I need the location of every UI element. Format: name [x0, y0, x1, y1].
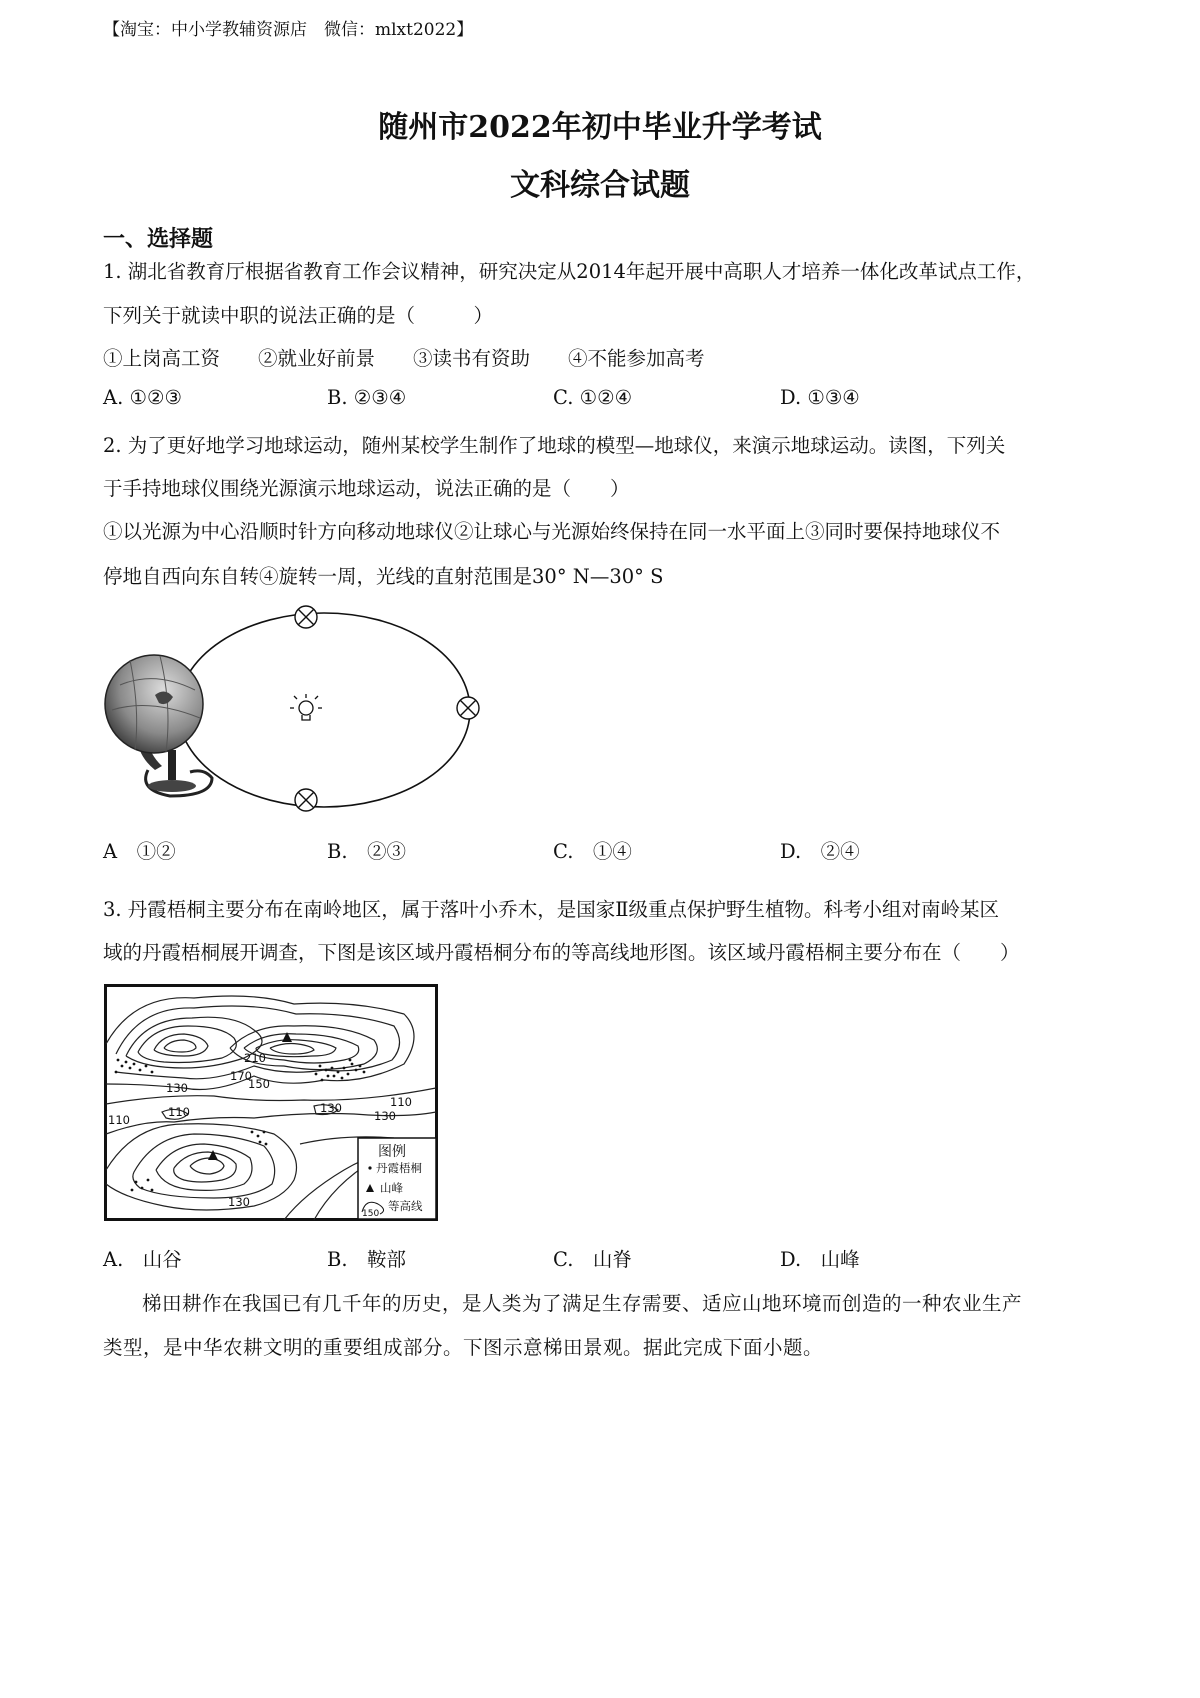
q2-option-b: B. ②③ [327, 840, 407, 863]
q3-option-b: B. 鞍部 [327, 1248, 407, 1271]
section-heading: 一、选择题 [103, 226, 214, 252]
q1-option-d: D. ①③④ [780, 386, 860, 409]
contour-label: 150 [248, 1077, 270, 1091]
orbit-marker-right [457, 697, 479, 719]
orbit-marker-top [295, 606, 317, 628]
legend-contour-value: 150 [362, 1209, 380, 1219]
legend-title: 图例 [378, 1144, 406, 1160]
contour-map [104, 984, 438, 1221]
q2-stem-line2: 于手持地球仪围绕光源演示地球运动，说法正确的是（ ） [103, 477, 630, 500]
passage-line2: 类型，是中华农耕文明的重要组成部分。下图示意梯田景观。据此完成下面小题。 [103, 1336, 824, 1359]
q1-option-c: C. ①②④ [553, 386, 633, 409]
q1-stem-line1: 1. 湖北省教育厅根据省教育工作会议精神，研究决定从2014年起开展中高职人才培养一体化改革试点工作， [103, 260, 1036, 283]
contour-label: 130 [166, 1081, 188, 1095]
contour-label: 130 [374, 1109, 396, 1123]
contour-label: 130 [320, 1101, 342, 1115]
q2-stem-line3: ①以光源为中心沿顺时针方向移动地球仪②让球心与光源始终保持在同一水平面上③同时要保持地球仪不 [103, 520, 1001, 543]
q3-option-a: A. 山谷 [103, 1248, 182, 1271]
q2-stem-line4: 停地自西向东自转④旋转一周，光线的直射范围是30° N—30° S [103, 565, 664, 588]
light-source-icon [290, 694, 322, 720]
q3-option-c: C. 山脊 [553, 1248, 632, 1271]
q2-option-d: D. ②④ [780, 840, 860, 863]
q1-item-3: ③读书有资助 [413, 347, 531, 370]
exam-subtitle: 文科综合试题 [510, 168, 690, 203]
passage-line1: 梯田耕作在我国已有几千年的历史，是人类为了满足生存需要、适应山地环境而创造的一种农业生产 [142, 1292, 1023, 1315]
q3-stem-line1: 3. 丹霞梧桐主要分布在南岭地区，属于落叶小乔木，是国家Ⅱ级重点保护野生植物。科考小组对南岭某区 [103, 898, 1000, 921]
q2-option-c: C. ①④ [553, 840, 632, 863]
q1-option-b: B. ②③④ [327, 386, 407, 409]
q3-option-d: D. 山峰 [780, 1248, 860, 1271]
contour-label: 130 [228, 1195, 250, 1209]
q1-item-1: ①上岗高工资 [103, 347, 221, 370]
globe-icon [105, 655, 212, 796]
q1-option-a: A. ①②③ [103, 386, 182, 409]
legend-contour: 等高线 [388, 1199, 423, 1213]
globe-orbit-figure [100, 600, 500, 830]
legend-peak: 山峰 [380, 1181, 403, 1195]
q3-stem-line2: 域的丹霞梧桐展开调查，下图是该区域丹霞梧桐分布的等高线地形图。该区域丹霞梧桐主要分布在（ ） [103, 941, 1020, 964]
exam-title: 随州市2022年初中毕业升学考试 [378, 110, 822, 145]
q1-stem-line2: 下列关于就读中职的说法正确的是（ ） [103, 304, 494, 327]
orbit-marker-bottom [295, 789, 317, 811]
contour-label: 110 [108, 1113, 130, 1127]
q2-stem-line1: 2. 为了更好地学习地球运动，随州某校学生制作了地球的模型—地球仪，来演示地球运动。读图，下列关 [103, 434, 1006, 457]
contour-label: 210 [244, 1051, 266, 1065]
q1-item-4: ④不能参加高考 [568, 347, 705, 370]
map-legend [358, 1138, 436, 1219]
contour-label: 170 [230, 1069, 252, 1083]
page-header: 【淘宝：中小学教辅资源店 微信：mlxt2022】 [103, 20, 474, 40]
legend-tree: 丹霞梧桐 [376, 1161, 422, 1175]
contour-label: 110 [390, 1095, 412, 1109]
q1-item-2: ②就业好前景 [258, 347, 376, 370]
contour-label: 110 [168, 1105, 190, 1119]
q2-option-a: A ①② [103, 840, 176, 863]
